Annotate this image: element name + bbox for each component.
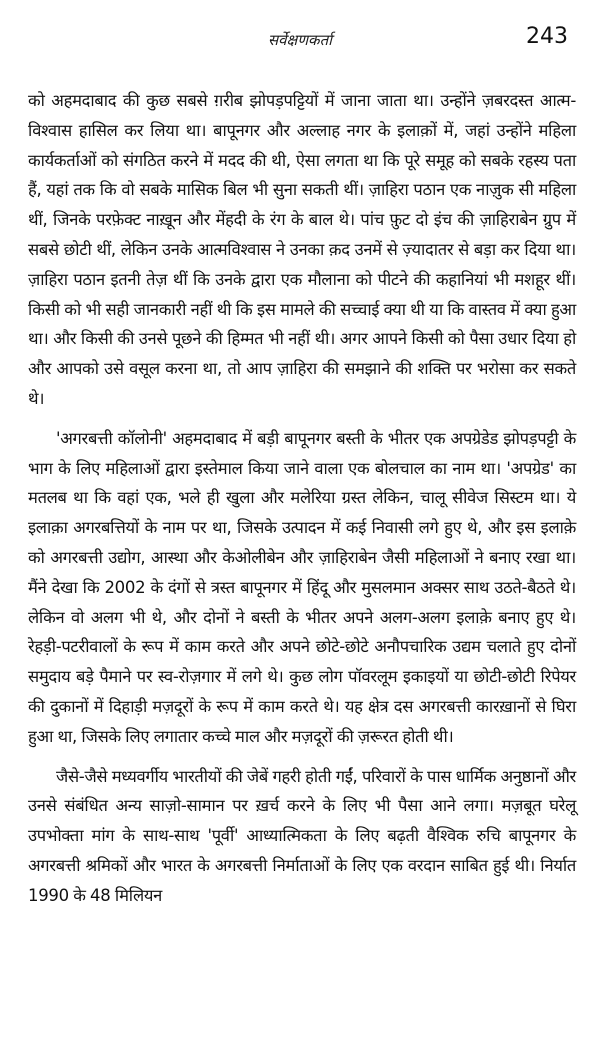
body-text	[28, 86, 576, 911]
paragraph-1: को अहमदाबाद की कुछ सबसे ग़रीब झोपड़पट्टियों में जाना जाता था। उन्होंने ज़बरदस्त आत्म-विश्वास हासिल कर लिया था। बापूनगर और अल्लाह नगर के इलाक़ों में, जहां उन्होंने महिला कार्यकर्ताओं को संगठित करने में मदद की थी, ऐसा लगता था कि पूरे समूह को सबके रहस्य पता हैं, यहां तक कि वो सबके मासिक बिल भी सुना सकती थीं। ज़ाहिरा पठान एक नाज़ुक सी महिला थीं, जिनके परफ़ेक्ट नाख़ून और मेंहदी के रंग के बाल थे। पांच फ़ुट दो इंच की ज़ाहिराबेन ग्रुप में सबसे छोटी थीं, लेकिन उनके आत्मविश्वास ने उनका क़द उनमें से ज़्यादातर से बड़ा कर दिया था। ज़ाहिरा पठान इतनी तेज़ थीं कि उनके द्वारा एक मौलाना को पीटने की कहानियां भी मशहूर थीं। किसी को भी सही जानकारी नहीं थी कि इस मामले की सच्चाई क्या थी या कि वास्तव में क्या हुआ था। और किसी की उनसे पूछने की हिम्मत भी नहीं थी। अगर आपने किसी को पैसा उधार दिया हो और आपको उसे वसूल करना था, तो आप ज़ाहिरा की समझाने की शक्ति पर भरोसा कर सकते थे।	[28, 91, 576, 408]
paragraph-3: जैसे-जैसे मध्यवर्गीय भारतीयों की जेबें गहरी होती गईं, परिवारों के पास धार्मिक अनुष्ठानों और उनसे संबंधित अन्य साज़ो-सामान पर ख़र्च करने के लिए भी पैसा आने लगा। मज़बूत घरेलू उपभोक्ता मांग के साथ-साथ 'पूर्वी' आध्यात्मिकता के लिए बढ़ती वैश्विक रुचि बापूनगर के अगरबत्ती श्रमिकों और भारत के अगरबत्ती निर्माताओं के लिए एक वरदान साबित हुई थी। निर्यात 1990 के 48 मिलियन	[28, 766, 576, 905]
page-number: 243	[526, 24, 568, 49]
running-title: सर्वेक्षणकर्ता	[267, 31, 333, 49]
paragraph-2: 'अगरबत्ती कॉलोनी' अहमदाबाद में बड़ी बापूनगर बस्ती के भीतर एक अपग्रेडेड झोपड़पट्टी के भाग के लिए महिलाओं द्वारा इस्तेमाल किया जाने वाला एक बोलचाल का नाम था। 'अपग्रेड' का मतलब था कि वहां एक, भले ही खुला और मलेरिया ग्रस्त लेकिन, चालू सीवेज सिस्टम था। ये इलाक़ा अगरबत्तियों के नाम पर था, जिसके उत्पादन में कई निवासी लगे हुए थे, और इस इलाक़े को अगरबत्ती उद्योग, आस्था और केओलीबेन और ज़ाहिराबेन जैसी महिलाओं ने बनाए रखा था। मैंने देखा कि 2002 के दंगों से त्रस्त बापूनगर में हिंदू और मुसलमान अक्सर साथ उठते-बैठते थे। लेकिन वो अलग भी थे, और दोनों ने बस्ती के भीतर अपने अलग-अलग इलाक़े बनाए हुए थे। रेहड़ी-पटरीवालों के रूप में काम करते और अपने छोटे-छोटे अनौपचारिक उद्यम चलाते हुए दोनों समुदाय बड़े पैमाने पर स्व-रोज़गार में लगे थे। कुछ लोग पॉवरलूम इकाइयों या छोटी-छोटी रिपेयर की दुकानों में दिहाड़ी मज़दूरों के रूप में काम करते थे। यह क्षेत्र दस अगरबत्ती कारख़ानों से घिरा हुआ था, जिसके लिए लगातार कच्चे माल और मज़दूरों की ज़रूरत होती थी।	[28, 428, 576, 746]
page-header	[0, 24, 600, 64]
